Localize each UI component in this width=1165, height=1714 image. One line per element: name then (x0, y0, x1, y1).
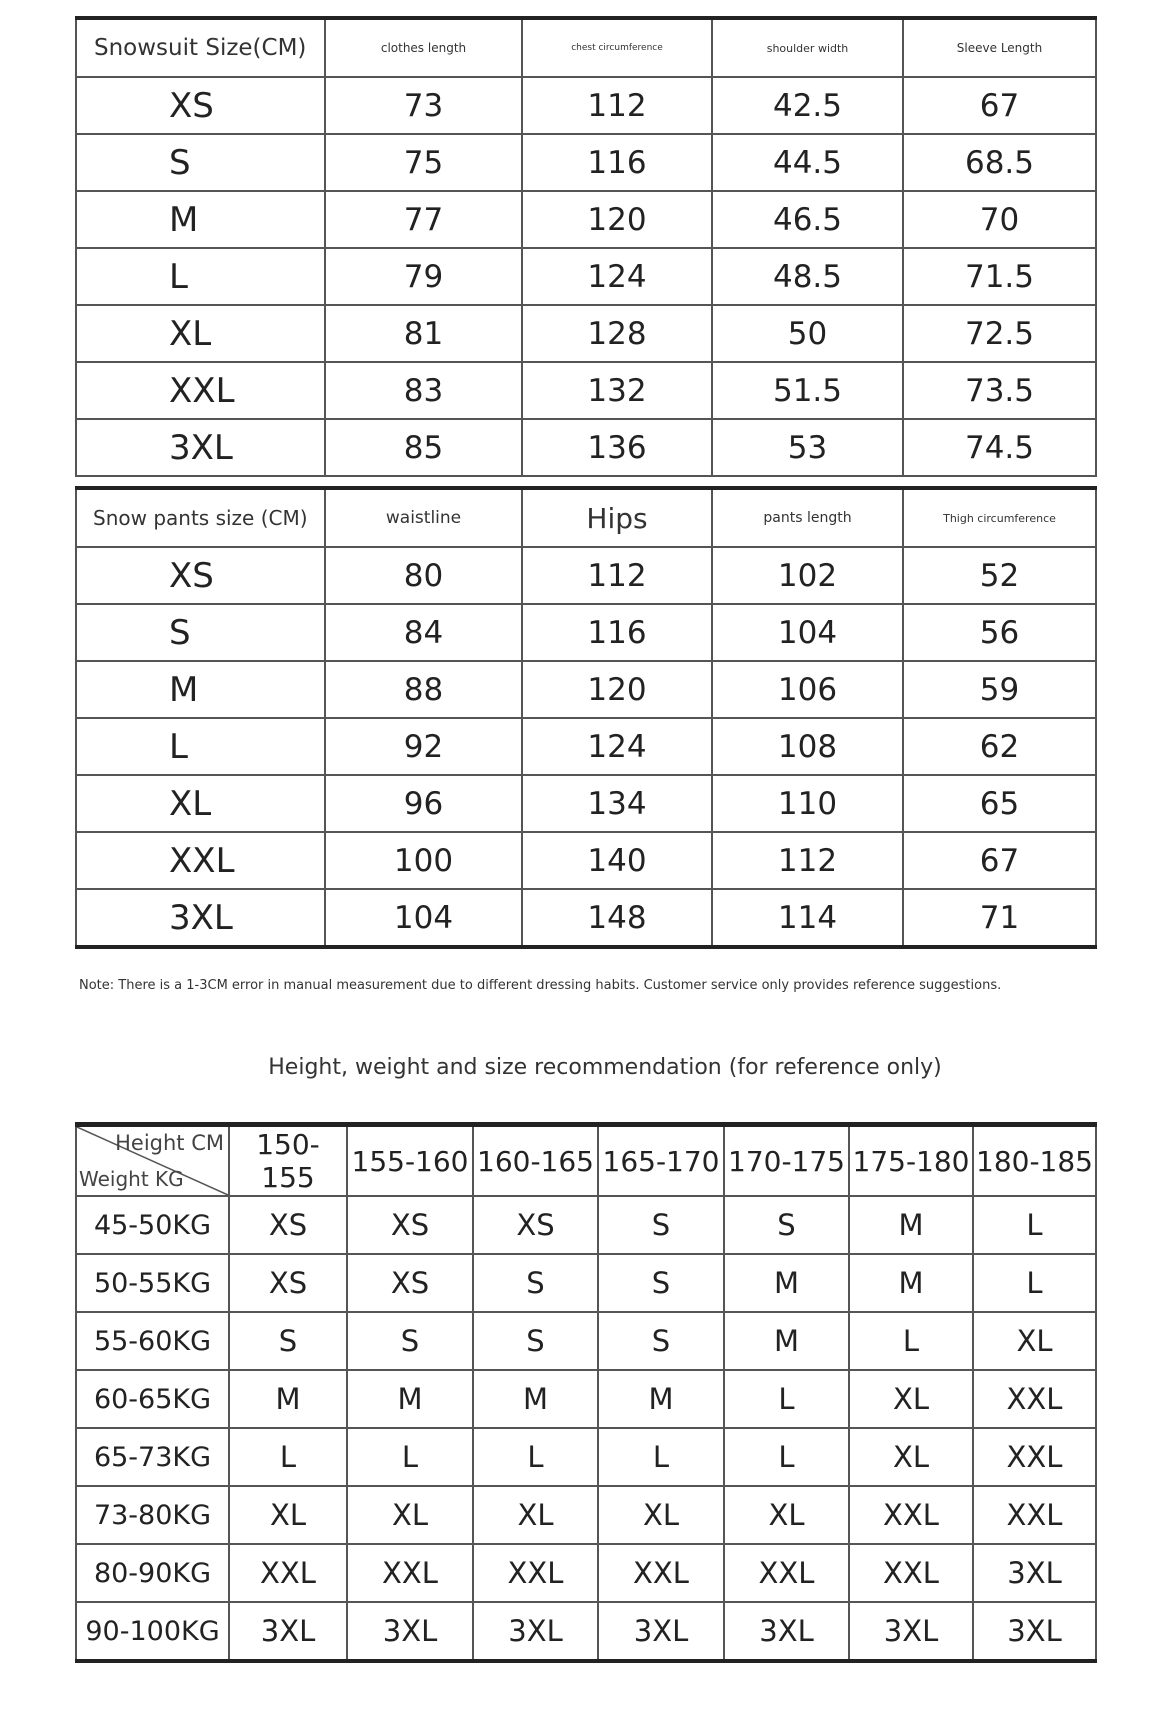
size-cell: 3XL (973, 1544, 1096, 1602)
size-cell: 3XL (724, 1602, 849, 1661)
table-cell: 67 (903, 832, 1096, 889)
table-cell: 59 (903, 661, 1096, 718)
size-cell: XL (724, 1486, 849, 1544)
size-cell: L (229, 1428, 347, 1486)
snowsuit-col-chest-circumference: chest circumference (522, 18, 712, 77)
size-cell: L (473, 1428, 598, 1486)
size-label: XXL (76, 362, 325, 419)
pants-header-row (76, 488, 1096, 547)
table-cell: 112 (712, 832, 903, 889)
size-cell: M (849, 1196, 973, 1254)
height-range-header: 155-160 (347, 1125, 473, 1197)
size-cell: XL (973, 1312, 1096, 1370)
size-cell: XXL (849, 1544, 973, 1602)
size-cell: XS (347, 1254, 473, 1312)
recommendation-header-row (76, 1125, 1096, 1197)
size-cell: 3XL (473, 1602, 598, 1661)
table-cell: 42.5 (712, 77, 903, 134)
size-label: M (76, 191, 325, 248)
table-cell: 77 (325, 191, 522, 248)
table-row (76, 1196, 1096, 1254)
table-row (76, 305, 1096, 362)
table-cell: 106 (712, 661, 903, 718)
size-cell: XS (347, 1196, 473, 1254)
table-cell: 132 (522, 362, 712, 419)
size-cell: XXL (973, 1486, 1096, 1544)
pants-col-hips: Hips (522, 488, 712, 547)
size-cell: XXL (598, 1544, 724, 1602)
table-cell: 67 (903, 77, 1096, 134)
snowsuit-col-shoulder-width: shoulder width (712, 18, 903, 77)
table-row (76, 547, 1096, 604)
size-recommendation-table (75, 1122, 1097, 1663)
weight-axis-label: Weight KG (79, 1167, 184, 1191)
size-label: L (76, 248, 325, 305)
size-cell: L (849, 1312, 973, 1370)
table-cell: 52 (903, 547, 1096, 604)
snowsuit-table-title: Snowsuit Size(CM) (76, 18, 325, 77)
table-cell: 114 (712, 889, 903, 947)
snow-pants-size-table (75, 486, 1097, 949)
table-cell: 71.5 (903, 248, 1096, 305)
table-cell: 50 (712, 305, 903, 362)
size-cell: M (724, 1254, 849, 1312)
snowsuit-size-table (75, 16, 1097, 477)
size-cell: M (347, 1370, 473, 1428)
size-cell: XXL (347, 1544, 473, 1602)
table-cell: 85 (325, 419, 522, 476)
size-cell: XS (473, 1196, 598, 1254)
size-cell: M (229, 1370, 347, 1428)
table-row (76, 1602, 1096, 1661)
table-cell: 68.5 (903, 134, 1096, 191)
table-cell: 96 (325, 775, 522, 832)
size-label: S (76, 604, 325, 661)
table-row (76, 419, 1096, 476)
size-cell: L (724, 1370, 849, 1428)
recommendation-title: Height, weight and size recommendation (for reference only) (268, 1055, 942, 1080)
table-cell: 80 (325, 547, 522, 604)
table-row (76, 77, 1096, 134)
table-cell: 53 (712, 419, 903, 476)
size-cell: XXL (724, 1544, 849, 1602)
size-cell: L (973, 1254, 1096, 1312)
table-cell: 84 (325, 604, 522, 661)
table-cell: 70 (903, 191, 1096, 248)
size-cell: L (598, 1428, 724, 1486)
table-cell: 148 (522, 889, 712, 947)
table-cell: 73 (325, 77, 522, 134)
weight-range-label: 45-50KG (76, 1196, 229, 1254)
pants-col-thigh-circumference: Thigh circumference (903, 488, 1096, 547)
size-label: XL (76, 775, 325, 832)
table-cell: 46.5 (712, 191, 903, 248)
size-cell: M (598, 1370, 724, 1428)
table-cell: 104 (712, 604, 903, 661)
weight-range-label: 73-80KG (76, 1486, 229, 1544)
table-cell: 128 (522, 305, 712, 362)
table-cell: 120 (522, 661, 712, 718)
weight-range-label: 50-55KG (76, 1254, 229, 1312)
size-label: L (76, 718, 325, 775)
table-cell: 74.5 (903, 419, 1096, 476)
table-row (76, 191, 1096, 248)
size-cell: 3XL (347, 1602, 473, 1661)
size-cell: 3XL (849, 1602, 973, 1661)
table-cell: 116 (522, 134, 712, 191)
table-cell: 110 (712, 775, 903, 832)
size-cell: XXL (473, 1544, 598, 1602)
table-cell: 100 (325, 832, 522, 889)
table-row (76, 1312, 1096, 1370)
size-cell: XL (229, 1486, 347, 1544)
table-cell: 120 (522, 191, 712, 248)
table-row (76, 1544, 1096, 1602)
size-cell: S (473, 1254, 598, 1312)
table-cell: 112 (522, 77, 712, 134)
height-range-header: 175-180 (849, 1125, 973, 1197)
size-cell: XXL (229, 1544, 347, 1602)
weight-range-label: 55-60KG (76, 1312, 229, 1370)
size-cell: L (724, 1428, 849, 1486)
table-cell: 83 (325, 362, 522, 419)
table-row (76, 775, 1096, 832)
size-cell: XXL (849, 1486, 973, 1544)
table-row (76, 1370, 1096, 1428)
size-cell: 3XL (598, 1602, 724, 1661)
size-label: M (76, 661, 325, 718)
table-cell: 116 (522, 604, 712, 661)
height-range-header: 170-175 (724, 1125, 849, 1197)
size-cell: S (347, 1312, 473, 1370)
table-row (76, 362, 1096, 419)
table-cell: 102 (712, 547, 903, 604)
size-cell: S (598, 1312, 724, 1370)
size-label: XS (76, 547, 325, 604)
table-row (76, 832, 1096, 889)
table-cell: 73.5 (903, 362, 1096, 419)
table-row (76, 1428, 1096, 1486)
snowsuit-col-sleeve-length: Sleeve Length (903, 18, 1096, 77)
size-cell: XL (473, 1486, 598, 1544)
size-cell: XL (849, 1428, 973, 1486)
table-cell: 81 (325, 305, 522, 362)
size-label: XL (76, 305, 325, 362)
table-cell: 134 (522, 775, 712, 832)
table-cell: 112 (522, 547, 712, 604)
size-cell: XL (598, 1486, 724, 1544)
table-cell: 124 (522, 718, 712, 775)
table-cell: 75 (325, 134, 522, 191)
pants-col-pants-length: pants length (712, 488, 903, 547)
height-range-header: 150-155 (229, 1125, 347, 1197)
size-cell: 3XL (973, 1602, 1096, 1661)
size-cell: XXL (973, 1370, 1096, 1428)
table-cell: 62 (903, 718, 1096, 775)
size-cell: S (229, 1312, 347, 1370)
table-row (76, 1486, 1096, 1544)
size-cell: XL (347, 1486, 473, 1544)
height-range-header: 165-170 (598, 1125, 724, 1197)
height-axis-label: Height CM (115, 1131, 224, 1155)
size-cell: M (724, 1312, 849, 1370)
table-cell: 72.5 (903, 305, 1096, 362)
table-cell: 104 (325, 889, 522, 947)
size-cell: 3XL (229, 1602, 347, 1661)
table-row (76, 134, 1096, 191)
table-cell: 92 (325, 718, 522, 775)
table-cell: 140 (522, 832, 712, 889)
size-cell: XXL (973, 1428, 1096, 1486)
size-cell: S (473, 1312, 598, 1370)
table-cell: 56 (903, 604, 1096, 661)
snowsuit-col-clothes-length: clothes length (325, 18, 522, 77)
size-cell: L (347, 1428, 473, 1486)
table-cell: 51.5 (712, 362, 903, 419)
size-label: 3XL (76, 419, 325, 476)
table-cell: 44.5 (712, 134, 903, 191)
table-cell: 108 (712, 718, 903, 775)
table-cell: 79 (325, 248, 522, 305)
size-label: 3XL (76, 889, 325, 947)
table-row (76, 661, 1096, 718)
table-cell: 65 (903, 775, 1096, 832)
size-label: S (76, 134, 325, 191)
table-cell: 136 (522, 419, 712, 476)
table-cell: 124 (522, 248, 712, 305)
table-row (76, 604, 1096, 661)
table-cell: 88 (325, 661, 522, 718)
size-cell: L (973, 1196, 1096, 1254)
size-cell: S (598, 1254, 724, 1312)
height-range-header: 160-165 (473, 1125, 598, 1197)
size-label: XXL (76, 832, 325, 889)
snowsuit-header-row (76, 18, 1096, 77)
size-label: XS (76, 77, 325, 134)
table-cell: 71 (903, 889, 1096, 947)
height-range-header: 180-185 (973, 1125, 1096, 1197)
table-row (76, 1254, 1096, 1312)
table-row (76, 248, 1096, 305)
size-cell: M (473, 1370, 598, 1428)
size-cell: XS (229, 1196, 347, 1254)
weight-range-label: 65-73KG (76, 1428, 229, 1486)
weight-range-label: 90-100KG (76, 1602, 229, 1661)
weight-range-label: 60-65KG (76, 1370, 229, 1428)
size-cell: M (849, 1254, 973, 1312)
pants-table-title: Snow pants size (CM) (76, 488, 325, 547)
table-cell: 48.5 (712, 248, 903, 305)
size-cell: S (598, 1196, 724, 1254)
size-cell: S (724, 1196, 849, 1254)
table-row (76, 889, 1096, 947)
table-row (76, 718, 1096, 775)
measurement-note: Note: There is a 1-3CM error in manual measurement due to different dressing habits. Customer service only provides reference suggestions. (79, 978, 1002, 993)
pants-col-waistline: waistline (325, 488, 522, 547)
size-cell: XL (849, 1370, 973, 1428)
size-cell: XS (229, 1254, 347, 1312)
weight-range-label: 80-90KG (76, 1544, 229, 1602)
corner-header-cell (76, 1125, 229, 1197)
